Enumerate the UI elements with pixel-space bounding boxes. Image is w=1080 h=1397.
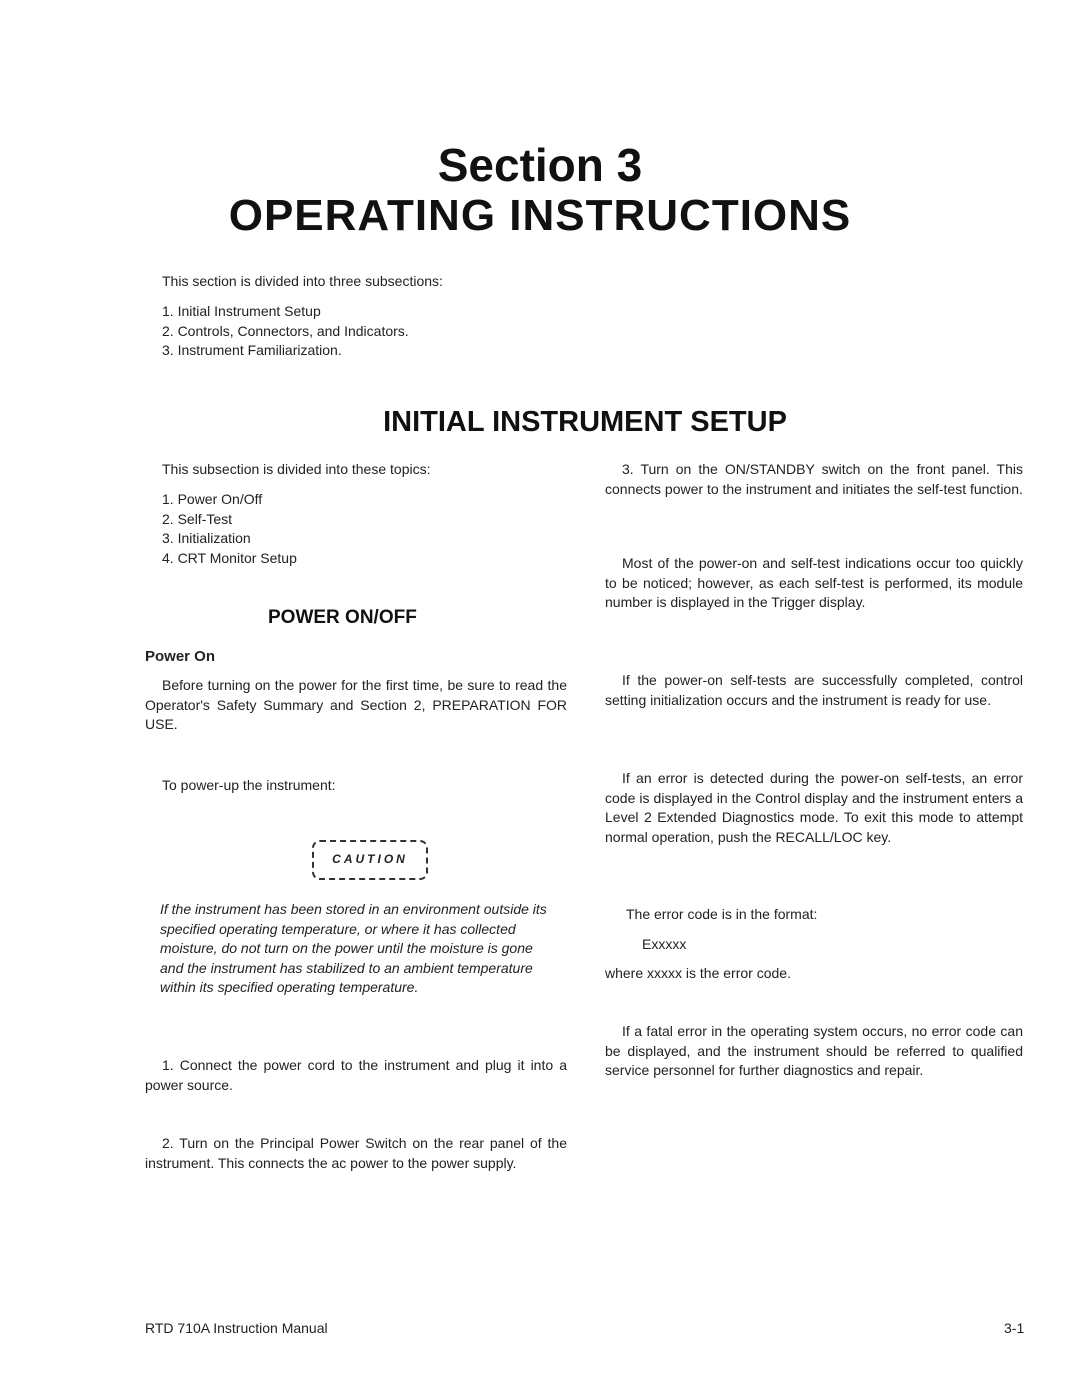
paragraph: 1. Connect the power cord to the instrument and plug it into a power source. bbox=[145, 1057, 567, 1093]
paragraph: If a fatal error in the operating system occurs, no error code can be displayed, and the instrument should be referred to qualified service personnel for further diagnostics and repair. bbox=[605, 1023, 1023, 1078]
topics-list bbox=[162, 490, 297, 568]
caution-text: If the instrument has been stored in an environment outside its specified operating temperature, or where it has collected moisture, do not turn on the power until the moisture is gone and the instrument has stabilized to an ambient temperature within its specified operating temperature. bbox=[160, 901, 547, 995]
error-format: Exxxxx bbox=[642, 936, 687, 952]
list-item: 1. Initial Instrument Setup bbox=[162, 303, 321, 319]
setup-heading: INITIAL INSTRUMENT SETUP bbox=[383, 406, 787, 438]
page-number: 3-1 bbox=[1004, 1320, 1025, 1336]
setup-intro: This subsection is divided into these topics: bbox=[162, 461, 431, 477]
list-item: 2. Self-Test bbox=[162, 510, 233, 527]
list-item: 3. Initialization bbox=[162, 530, 251, 546]
paragraph: Before turning on the power for the first time, be sure to read the Operator's Safety Summary and Section 2, PREPARATION FOR USE. bbox=[145, 677, 567, 732]
list-item: 1. Power On/Off bbox=[162, 491, 263, 507]
intro-text: This section is divided into three subsections: bbox=[162, 273, 443, 289]
intro-list bbox=[162, 302, 409, 361]
paragraph: Most of the power-on and self-test indications occur too quickly to be noticed; however, as each self-test is performed, its module number is displayed in the Trigger display. bbox=[605, 555, 1023, 610]
paragraph: If the power-on self-tests are successfully completed, control setting initialization occurs and the instrument is ready for use. bbox=[605, 672, 1023, 708]
paragraph: 3. Turn on the ON/STANDBY switch on the front panel. This connects power to the instrument and initiates the self-test function. bbox=[605, 461, 1023, 497]
section-title: Section 3 bbox=[437, 139, 643, 191]
list-item: 2. Controls, Connectors, and Indicators. bbox=[162, 322, 409, 339]
power-heading: POWER ON/OFF bbox=[268, 607, 417, 628]
page-title: OPERATING INSTRUCTIONS bbox=[228, 191, 852, 240]
paragraph: where xxxxx is the error code. bbox=[605, 965, 791, 981]
list-item: 3. Instrument Familiarization. bbox=[162, 342, 342, 358]
paragraph: If an error is detected during the power-on self-tests, an error code is displayed in the Control display and the instrument enters a Level 2 Extended Diagnostics mode. To exit this mode to attempt normal operation, push the RECALL/LOC key. bbox=[605, 770, 1023, 845]
power-on-heading: Power On bbox=[145, 648, 216, 665]
caution-box: CAUTION bbox=[312, 840, 428, 880]
paragraph: 2. Turn on the Principal Power Switch on the rear panel of the instrument. This connects the ac power to the power supply. bbox=[145, 1135, 567, 1171]
footer-manual-title: RTD 710A Instruction Manual bbox=[145, 1320, 328, 1336]
list-item: 4. CRT Monitor Setup bbox=[162, 549, 297, 566]
paragraph: To power-up the instrument: bbox=[162, 777, 336, 793]
paragraph: The error code is in the format: bbox=[626, 906, 818, 922]
